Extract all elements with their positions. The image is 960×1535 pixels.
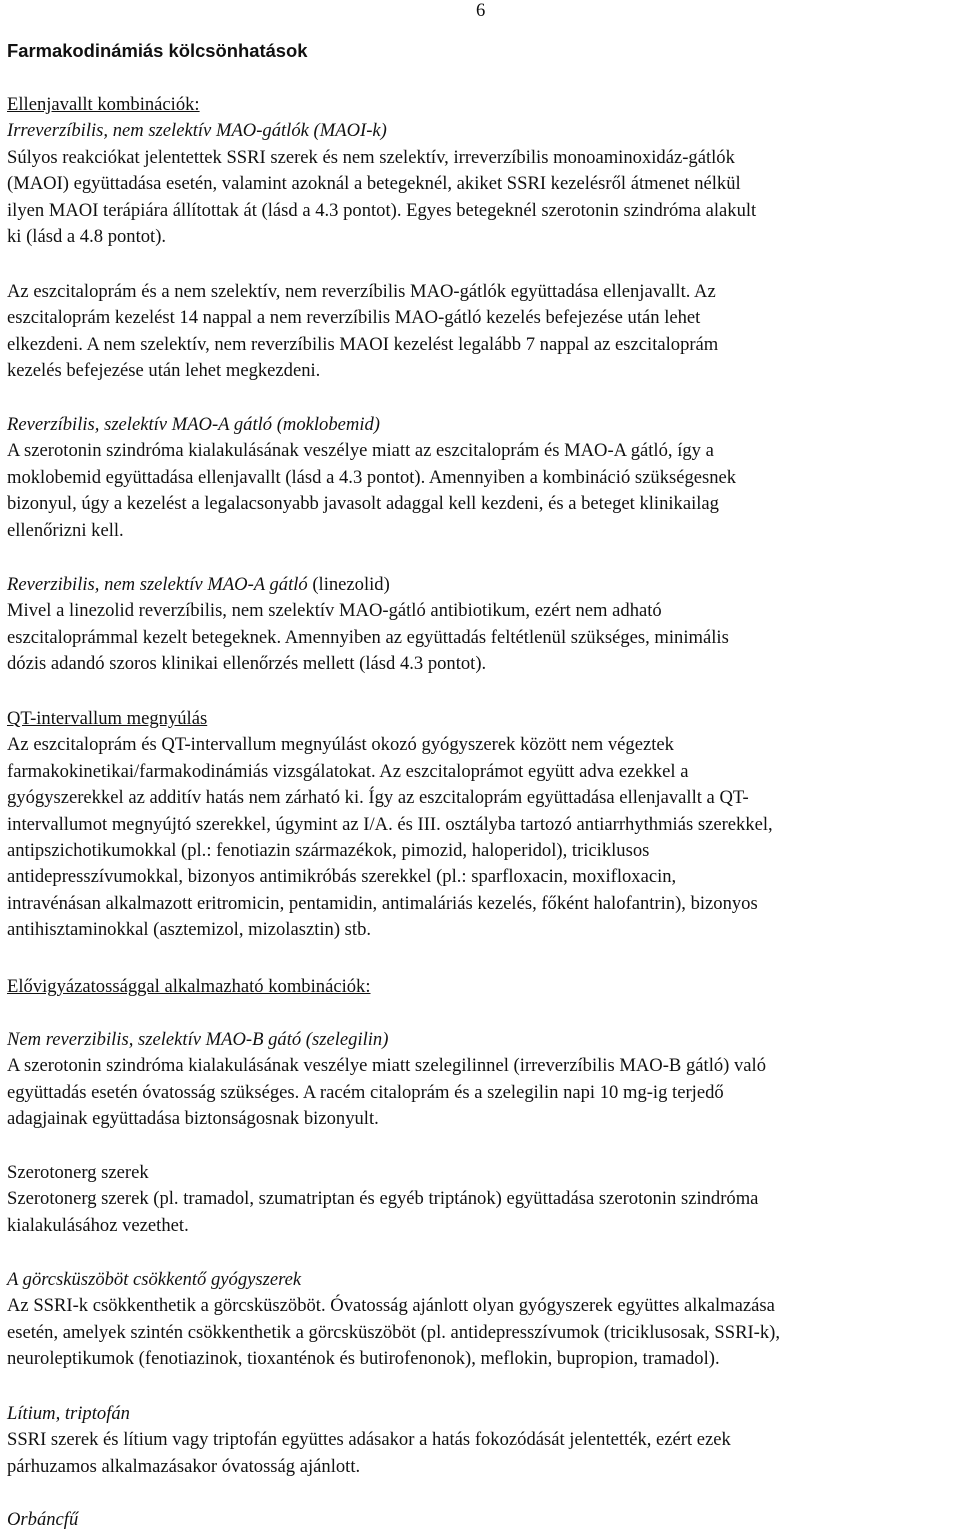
lithium-section [7, 1401, 957, 1480]
paragraph-line: intervallumot megnyújtó szerekkel, úgymint az I/A. és III. osztályba tartozó antiarrhythmiás szerekkel, [7, 813, 773, 835]
paragraph-line: Az eszcitaloprám és QT-intervallum megnyúlást okozó gyógyszerek között nem végeztek [7, 734, 674, 756]
page-number: 6 [476, 0, 486, 21]
paragraph-line: együttadás esetén óvatosság szükséges. A racém citaloprám és a szelegilin napi 10 mg-ig terjedő [7, 1081, 724, 1103]
paragraph-line: antipszichotikumokkal (pl.: fenotiazin származékok, pimozid, haloperidol), triciklusos [7, 840, 650, 862]
paragraph-line: intravénásan alkalmazott eritromicin, pentamidin, antimaláriás kezelés, főként halofantrin), bizonyos [7, 892, 758, 914]
paragraph-line: ilyen MAOI terápiára állítottak át (lásd a 4.3 pontot). Egyes betegeknél szerotonin szindróma alakult [7, 199, 757, 221]
paragraph-line: kialakulásához vezethet. [7, 1214, 189, 1236]
paragraph-line: Mivel a linezolid reverzíbilis, nem szelektív MAO-gátló antibiotikum, ezért nem adható [7, 600, 662, 622]
paragraph-line: Az eszcitaloprám és a nem szelektív, nem reverzíbilis MAO-gátlók együttadása ellenjavallt. Az [7, 281, 716, 302]
contraindicated-maoi-section [7, 92, 957, 250]
section-title: Farmakodinámiás kölcsönhatások [7, 40, 308, 61]
linezolid-section [7, 572, 957, 678]
linezolid-subheading [7, 572, 957, 598]
qt-section [7, 706, 957, 944]
lithium-subheading: Lítium, triptofán [7, 1403, 130, 1424]
paragraph-line: ki (lásd a 4.8 pontot). [7, 226, 167, 248]
escitalopram-paragraph [7, 279, 957, 385]
paragraph-line: párhuzamos alkalmazásakor óvatosság ajánlott. [7, 1455, 361, 1477]
paragraph-line: Az SSRI-k csökkenthetik a görcsküszöböt. Óvatosság ajánlott olyan gyógyszerek együttes alkalmazása [7, 1295, 775, 1317]
paragraph-line: elkezdeni. A nem szelektív, nem reverzíbilis MAOI kezelést legalább 7 nappal az eszcitaloprám [7, 333, 719, 355]
paragraph-line: eszcitaloprámmal kezelt betegeknek. Amennyiben az együttadás feltétlenül szükséges, minimális [7, 626, 729, 648]
serotonergic-subheading: Szerotonerg szerek [7, 1162, 149, 1183]
seizure-threshold-section [7, 1267, 957, 1373]
paragraph-line: dózis adandó szoros klinikai ellenőrzés mellett (lásd 4.3 pontot). [7, 653, 487, 675]
paragraph-line: gyógyszerekkel az additív hatás nem zárható ki. Így az eszcitaloprám együttadása ellenjavallt a QT- [7, 787, 749, 809]
paragraph-line: (MAOI) együttadása esetén, valamint azoknál a betegeknél, akiket SSRI kezelésről átmenet nélkül [7, 173, 741, 195]
paragraph-line: eszcitaloprám kezelést 14 nappal a nem reverzíbilis MAO-gátló kezelés befejezése után lehet [7, 307, 701, 329]
contraindicated-heading: Ellenjavallt kombinációk: [7, 94, 200, 115]
moclobemide-section [7, 412, 957, 544]
paragraph-line: neuroleptikumok (fenotiazinok, tioxanténok és butirofenonok), meflokin, bupropion, tramadol). [7, 1348, 720, 1370]
stjohns-wort-section [7, 1507, 957, 1533]
linezolid-subheading-plain: (linezolid) [307, 574, 390, 595]
paragraph-line: moklobemid együttadása ellenjavallt (lásd a 4.3 pontot). Amennyiben a kombináció szükségesnek [7, 466, 737, 488]
caution-heading-block [7, 974, 957, 1000]
paragraph-line: antidepresszívumokkal, bizonyos antimikróbás szerekkel (pl.: sparfloxacin, moxifloxacin, [7, 866, 677, 888]
moclobemide-subheading: Reverzíbilis, szelektív MAO-A gátló (moklobemid) [7, 414, 380, 435]
paragraph-line: A szerotonin szindróma kialakulásának veszélye miatt szelegilinnel (irreverzíbilis MAO-B gátló) való [7, 1055, 767, 1077]
paragraph-line: ellenőrizni kell. [7, 519, 124, 541]
seizure-subheading: A görcsküszöböt csökkentő gyógyszerek [7, 1269, 302, 1290]
paragraph-line: Súlyos reakciókat jelentettek SSRI szerek és nem szelektív, irreverzíbilis monoaminoxidáz-gátlók [7, 146, 735, 168]
maoi-subheading: Irreverzíbilis, nem szelektív MAO-gátlók (MAOI-k) [7, 120, 387, 142]
paragraph-line: adagjainak együttadása biztonságosnak bizonyult. [7, 1108, 379, 1130]
paragraph-line: kezelés befejezése után lehet megkezdeni. [7, 360, 321, 382]
paragraph-line: antihisztaminokkal (asztemizol, mizolasztin) stb. [7, 919, 372, 941]
paragraph-line: Szerotonerg szerek (pl. tramadol, szumatriptan és egyéb triptánok) együttadása szerotonin szindróma [7, 1188, 759, 1210]
selegiline-subheading: Nem reverzibilis, szelektív MAO-B gátó (szelegilin) [7, 1029, 389, 1050]
paragraph-line: bizonyul, úgy a kezelést a legalacsonyabb javasolt adaggal kell kezdeni, és a beteget klinikailag [7, 493, 719, 515]
selegiline-section [7, 1027, 957, 1133]
paragraph-line: A szerotonin szindróma kialakulásának veszélye miatt az eszcitaloprám és MAO-A gátló, így a [7, 440, 714, 462]
paragraph-line: farmakokinetikai/farmakodinámiás vizsgálatokat. Az eszcitaloprámot együtt adva ezekkel a [7, 760, 689, 782]
qt-subheading: QT-intervallum megnyúlás [7, 708, 208, 729]
caution-heading: Elővigyázatossággal alkalmazható kombinációk: [7, 976, 371, 997]
linezolid-subheading-italic: Reverzibilis, nem szelektív MAO-A gátló [7, 574, 308, 595]
paragraph-line: esetén, amelyek szintén csökkenthetik a görcsküszöböt (pl. antidepresszívumok (triciklusosak, SSRI-k), [7, 1321, 781, 1343]
stjohns-subheading: Orbáncfű [7, 1509, 79, 1530]
serotonergic-section [7, 1160, 957, 1239]
paragraph-line: SSRI szerek és lítium vagy triptofán együttes adásakor a hatás fokozódását jelentették, ezért ezek [7, 1429, 731, 1451]
